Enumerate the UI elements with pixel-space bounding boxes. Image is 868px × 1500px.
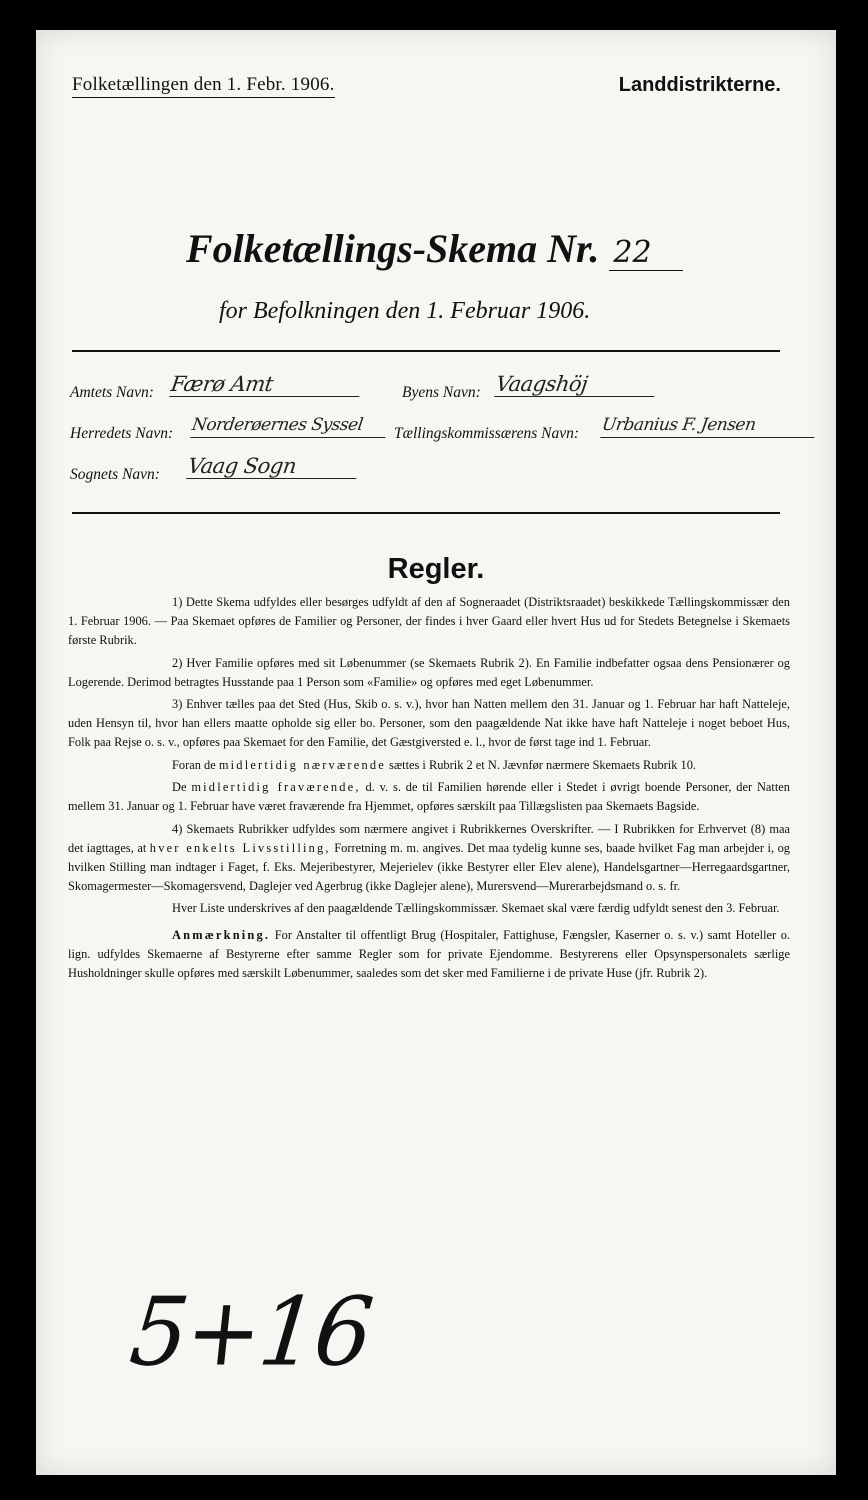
rule-5: Hver Liste underskrives af den paagældende Tællingskommissær. Skemaet skal være færdig udfyldt senest den 3. Februar.	[172, 901, 780, 915]
sogn-value: Vaag Sogn	[186, 454, 360, 479]
handwritten-note: 5+16	[125, 1277, 376, 1388]
district-type-label: Landdistrikterne.	[618, 74, 781, 96]
by-label: Byens Navn:	[402, 384, 481, 401]
rule-3-absent: De midlertidig fraværende, d. v. s. de til Familien hørende eller i Stedet i øvrigt boende Personer, der Natten mellem 31. Januar og 1. Februar have været fraværende fra Hjemmet, opføres særskilt paa Tillægslisten paa Skemaets Bagside.	[68, 780, 790, 813]
rules-body	[68, 593, 790, 987]
amt-label: Amtets Navn:	[70, 384, 154, 401]
rules-heading: Regler.	[387, 553, 485, 585]
herred-label: Herredets Navn:	[70, 425, 174, 442]
census-header-title: Folketællingen den 1. Febr. 1906.	[72, 74, 335, 98]
rule-3: 3) Enhver tælles paa det Sted (Hus, Skib o. s. v.), hvor han Natten mellem den 31. Januar og 1. Februar har haft Natteleje, uden Hensyn til, hvor han ellers maatte opholde sig eller bo. Personer, som den paagældende Nat ikke have haft Natteleje i noget beboet Hus, Folk paa Rejse o. s. v., opføres paa Skemaet for den Familie, det Gæstgiversted e. l., hvor de først tage ind 1. Februar.	[68, 697, 790, 749]
form-number: 22	[609, 235, 683, 271]
rule-2: 2) Hver Familie opføres med sit Løbenummer (se Skemaets Rubrik 2). En Familie indbefatter ogsaa dens Pensionærer og Logerende. Derimod betragtes Husstande paa 1 Person som «Familie» og opføres med eget Løbenummer.	[68, 655, 790, 689]
kommissaer-label: Tællingskommissærens Navn:	[394, 425, 580, 442]
form-title-text: Folketællings-Skema Nr.	[186, 226, 600, 271]
rule-3-present: Foran de midlertidig nærværende sættes i Rubrik 2 et N. Jævnfør nærmere Skemaets Rubrik 10.	[172, 757, 697, 772]
form-subtitle: for Befolkningen den 1. Februar 1906.	[219, 298, 591, 324]
annotation-label: Anmærkning.	[172, 928, 271, 942]
form-title	[186, 225, 683, 272]
sogn-label: Sognets Navn:	[70, 466, 160, 483]
bottom-divider	[72, 512, 780, 514]
annotation	[68, 926, 790, 983]
rule-4: 4) Skemaets Rubrikker udfyldes som nærmere angivet i Rubrikkernes Overskrifter. — I Rubrikken for Erhvervet (8) maa det iagttages, at hver enkelts Livsstilling, Forretning m. m. angives. Det maa tydelig kunne ses, baade hvilket Fag man arbejder i, og hvilken Stilling man indtager i Faget, f. Eks. Mejeribestyrer, Mejerielev (ikke Bestyrer eller Elev alene), Handelsgartner—Herregaardsgartner, Skomagermester—Skomagersvend, Daglejer ved Agerbrug (ikke Daglejer alene), Murersvend—Murerarbejdsmand o. s. fr.	[68, 821, 791, 893]
amt-value: Færø Amt	[169, 372, 363, 397]
herred-value: Norderøernes Syssel	[190, 413, 389, 438]
by-value: Vaagshöj	[494, 372, 658, 397]
rule-1: 1) Dette Skema udfyldes eller besørges udfyldt af den af Sogneraadet (Distriktsraadet) beskikkede Tællingskommissær den 1. Februar 1906. — Paa Skemaet opføres de Familier og Personer, der findes i hver Gaard eller hvert Hus ud for Stedets Betegnelse i Skemaets første Rubrik.	[68, 595, 790, 647]
top-divider	[72, 350, 780, 352]
annotation-text: For Anstalter til offentligt Brug (Hospitaler, Fattighuse, Fængsler, Kaserner o. s. v.) samt Hoteller o. lign. udfyldes Skemaerne af Bestyrerne efter samme Regler som for private Ejendomme. Bestyrerens eller Opsynspersonalets særlige Husholdninger skulle opføres med særskilt Løbenummer, saaledes som det sker med Familierne i de private Huse (jfr. Rubrik 2).	[68, 928, 790, 980]
kommissaer-value: Urbanius F. Jensen	[600, 413, 818, 438]
census-form-page	[36, 30, 836, 1475]
